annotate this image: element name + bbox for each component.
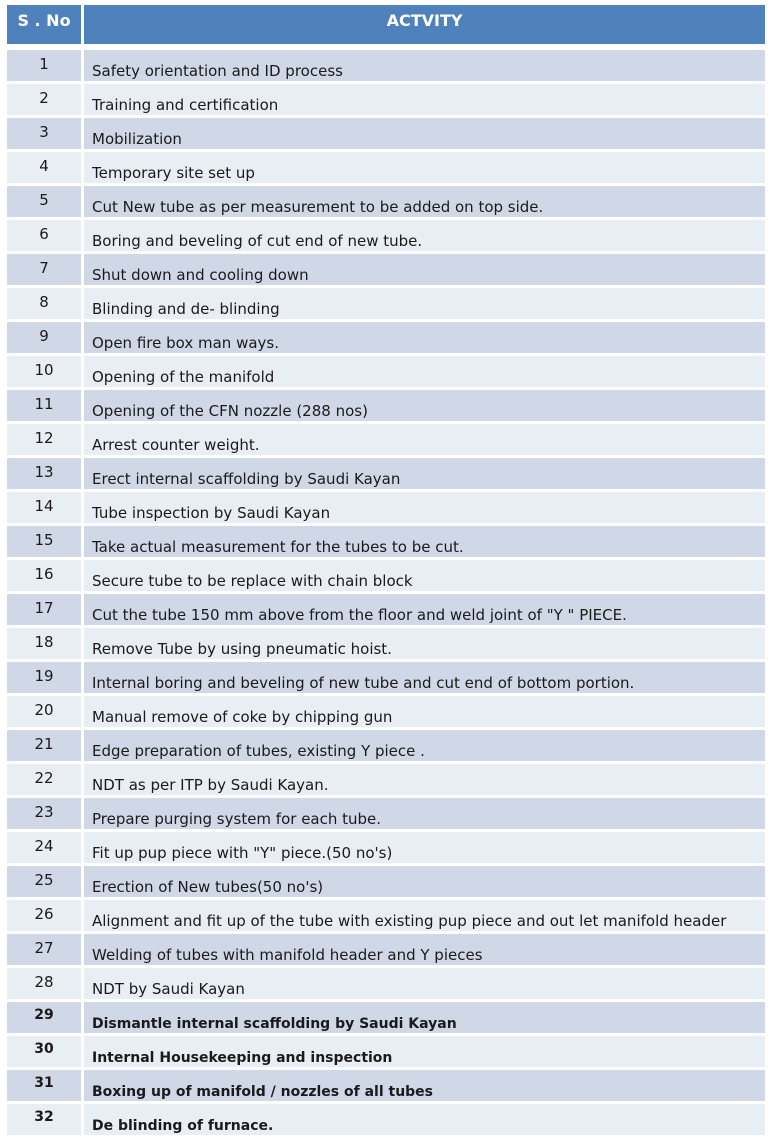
- table-row: [7, 730, 765, 764]
- row-activity: Blinding and de- blinding: [84, 288, 765, 319]
- table-row: [7, 288, 765, 322]
- row-activity: Safety orientation and ID process: [84, 50, 765, 81]
- row-number: 19: [7, 662, 81, 693]
- table-row: [7, 492, 765, 526]
- row-number: 1: [7, 50, 81, 81]
- row-activity: Shut down and cooling down: [84, 254, 765, 285]
- table-row: [7, 560, 765, 594]
- table-row: [7, 866, 765, 900]
- row-activity: Manual remove of coke by chipping gun: [84, 696, 765, 727]
- row-number: 27: [7, 934, 81, 965]
- row-number: 3: [7, 118, 81, 149]
- row-number: 9: [7, 322, 81, 353]
- row-activity: Dismantle internal scaffolding by Saudi Kayan: [84, 1002, 765, 1033]
- table-row: [7, 84, 765, 118]
- row-activity: Opening of the CFN nozzle (288 nos): [84, 390, 765, 421]
- row-activity: Internal Housekeeping and inspection: [84, 1036, 765, 1067]
- row-number: 26: [7, 900, 81, 931]
- row-number: 2: [7, 84, 81, 115]
- row-activity: Opening of the manifold: [84, 356, 765, 387]
- row-activity: Cut the tube 150 mm above from the floor and weld joint of "Y " PIECE.: [84, 594, 765, 625]
- row-number: 15: [7, 526, 81, 557]
- table-row: [7, 1070, 765, 1104]
- row-activity: Training and certification: [84, 84, 765, 115]
- row-activity: Arrest counter weight.: [84, 424, 765, 455]
- row-number: 31: [7, 1070, 81, 1101]
- table-row: [7, 254, 765, 288]
- row-number: 23: [7, 798, 81, 829]
- row-activity: De blinding of furnace.: [84, 1104, 765, 1135]
- row-activity: Edge preparation of tubes, existing Y piece .: [84, 730, 765, 761]
- row-number: 29: [7, 1002, 81, 1033]
- row-activity: Erect internal scaffolding by Saudi Kayan: [84, 458, 765, 489]
- row-activity: Secure tube to be replace with chain block: [84, 560, 765, 591]
- table-row: [7, 968, 765, 1002]
- table-row: [7, 798, 765, 832]
- row-number: 32: [7, 1104, 81, 1135]
- table-row: [7, 934, 765, 968]
- row-activity: Cut New tube as per measurement to be added on top side.: [84, 186, 765, 217]
- row-number: 4: [7, 152, 81, 183]
- table-body: [7, 50, 765, 1138]
- table-row: [7, 764, 765, 798]
- table-row: [7, 458, 765, 492]
- table-row: [7, 186, 765, 220]
- row-activity: Tube inspection by Saudi Kayan: [84, 492, 765, 523]
- table-row: [7, 50, 765, 84]
- table-row: [7, 832, 765, 866]
- row-number: 6: [7, 220, 81, 251]
- header-sno: S . No: [7, 5, 81, 44]
- table-row: [7, 1104, 765, 1138]
- row-activity: Temporary site set up: [84, 152, 765, 183]
- row-activity: Prepare purging system for each tube.: [84, 798, 765, 829]
- header-activity: ACTVITY: [84, 5, 765, 44]
- row-number: 14: [7, 492, 81, 523]
- row-number: 8: [7, 288, 81, 319]
- table-row: [7, 1036, 765, 1070]
- row-number: 5: [7, 186, 81, 217]
- row-activity: Internal boring and beveling of new tube and cut end of bottom portion.: [84, 662, 765, 693]
- table-header: [7, 5, 765, 44]
- row-activity: Open fire box man ways.: [84, 322, 765, 353]
- table-row: [7, 356, 765, 390]
- row-activity: Erection of New tubes(50 no's): [84, 866, 765, 897]
- row-number: 28: [7, 968, 81, 999]
- table-row: [7, 696, 765, 730]
- row-activity: Remove Tube by using pneumatic hoist.: [84, 628, 765, 659]
- row-activity: Mobilization: [84, 118, 765, 149]
- table-row: [7, 118, 765, 152]
- row-activity: Welding of tubes with manifold header and Y pieces: [84, 934, 765, 965]
- row-activity: Alignment and fit up of the tube with existing pup piece and out let manifold header: [84, 900, 765, 931]
- table-row: [7, 322, 765, 356]
- row-activity: NDT by Saudi Kayan: [84, 968, 765, 999]
- table-row: [7, 220, 765, 254]
- row-number: 11: [7, 390, 81, 421]
- row-number: 24: [7, 832, 81, 863]
- row-number: 12: [7, 424, 81, 455]
- activity-table: [7, 5, 765, 1138]
- row-number: 18: [7, 628, 81, 659]
- table-row: [7, 1002, 765, 1036]
- row-activity: Boxing up of manifold / nozzles of all tubes: [84, 1070, 765, 1101]
- row-number: 16: [7, 560, 81, 591]
- table-row: [7, 900, 765, 934]
- row-number: 25: [7, 866, 81, 897]
- row-number: 17: [7, 594, 81, 625]
- table-row: [7, 526, 765, 560]
- row-activity: Take actual measurement for the tubes to be cut.: [84, 526, 765, 557]
- row-number: 30: [7, 1036, 81, 1067]
- row-number: 13: [7, 458, 81, 489]
- table-row: [7, 594, 765, 628]
- table-row: [7, 424, 765, 458]
- table-row: [7, 662, 765, 696]
- table-row: [7, 390, 765, 424]
- row-number: 20: [7, 696, 81, 727]
- row-activity: NDT as per ITP by Saudi Kayan.: [84, 764, 765, 795]
- row-number: 22: [7, 764, 81, 795]
- row-activity: Boring and beveling of cut end of new tube.: [84, 220, 765, 251]
- table-row: [7, 628, 765, 662]
- row-activity: Fit up pup piece with "Y" piece.(50 no's): [84, 832, 765, 863]
- row-number: 21: [7, 730, 81, 761]
- row-number: 10: [7, 356, 81, 387]
- row-number: 7: [7, 254, 81, 285]
- table-row: [7, 152, 765, 186]
